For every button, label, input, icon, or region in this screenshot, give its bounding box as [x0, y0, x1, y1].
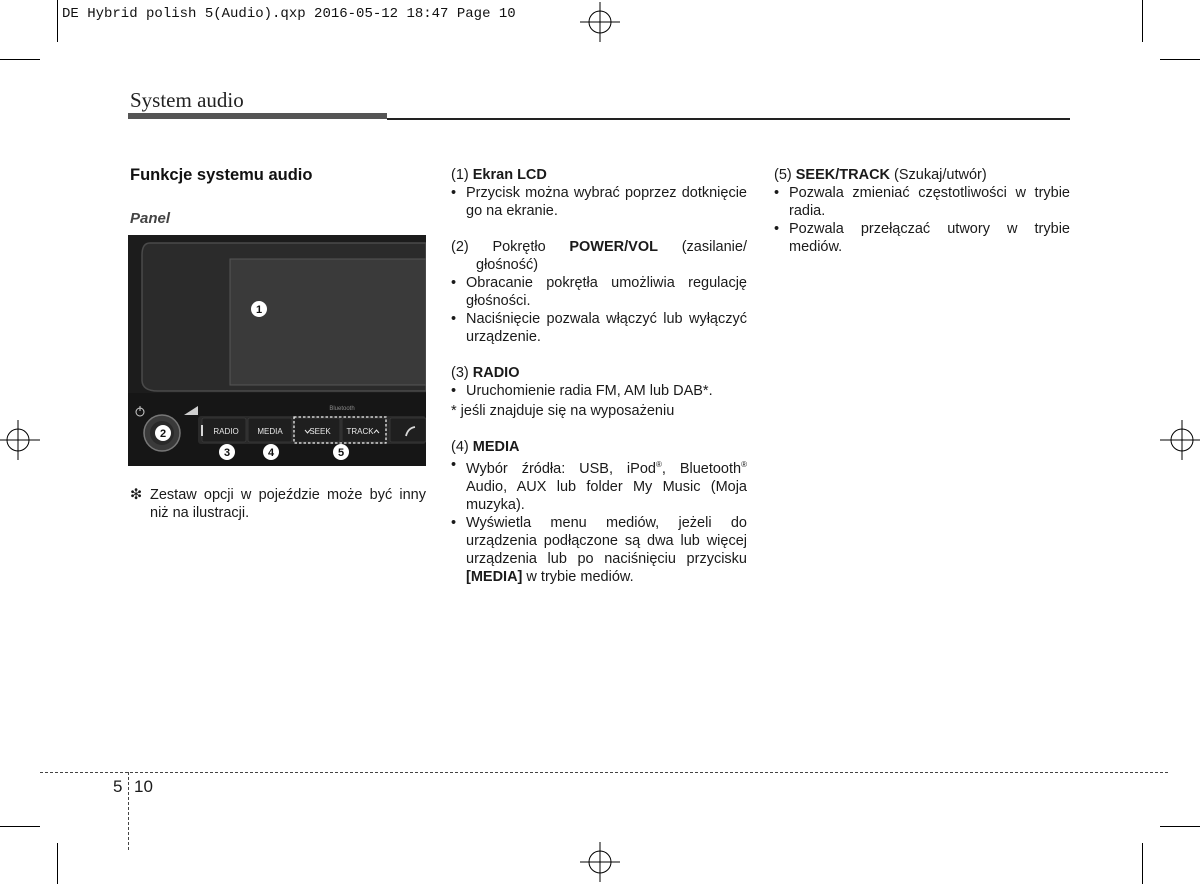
heading-power-vol: (2) Pokrętło POWER/VOL (zasilanie/	[451, 239, 747, 255]
note-asterism-icon: ❇	[130, 487, 143, 503]
footnote-equipment: * jeśli znajduje się na wyposażeniu	[451, 403, 675, 419]
bullet-lcd-1: • Przycisk można wybrać poprzez dotknięcie go na ekranie.	[451, 184, 747, 220]
bullet-seek-2: • Pozwala przełączać utwory w trybie mediów.	[774, 220, 1070, 256]
footer-dashed-divider	[128, 772, 129, 850]
bullet-seek-1: • Pozwala zmieniać częstotliwości w trybie radia.	[774, 184, 1070, 220]
chapter-number: 5	[113, 777, 123, 796]
header-rule-thin	[387, 118, 1070, 120]
track-button: TRACK	[346, 427, 374, 436]
header-rule-thick	[128, 113, 387, 119]
bluetooth-label: Bluetooth	[329, 406, 355, 412]
bullet-radio-1: • Uruchomienie radia FM, AM lub DAB*.	[451, 382, 747, 400]
note-text: Zestaw opcji w pojeździe może być inny niż na ilustracji.	[150, 487, 426, 521]
callout-2: 2	[159, 428, 167, 440]
bullet-power-1: • Obracanie pokrętła umożliwia regulację głośności.	[451, 274, 747, 310]
registration-mark-right	[1160, 420, 1200, 460]
seek-button: SEEK	[309, 427, 331, 436]
heading-media: (4) MEDIA	[451, 439, 520, 455]
column-middle	[451, 166, 747, 586]
figure-label: Panel	[130, 210, 171, 227]
callout-5: 5	[337, 447, 345, 459]
media-button: MEDIA	[257, 427, 283, 436]
heading-lcd: (1) Ekran LCD	[451, 167, 547, 183]
bullet-power-2: • Naciśnięcie pozwala włączyć lub wyłączyć urządzenie.	[451, 310, 747, 346]
registration-mark-left	[0, 420, 40, 460]
page-number: 10	[134, 777, 153, 796]
callout-1: 1	[255, 304, 263, 316]
bullet-media-2: • Wyświetla menu mediów, jeżeli do urządzenia podłączone są dwa lub więcej urządzenia lub po naciśnięciu przycisku [MEDIA] w trybie mediów.	[451, 514, 747, 586]
registration-mark-top	[580, 2, 620, 42]
bullet-media-1: • Wybór źródła: USB, iPod®, Bluetooth® Audio, AUX lub folder My Music (Moja muzyka).	[451, 456, 747, 514]
callout-3: 3	[223, 447, 231, 459]
heading-seek-track: (5) SEEK/TRACK (Szukaj/utwór)	[774, 167, 987, 183]
section-title: Funkcje systemu audio	[130, 166, 313, 184]
audio-panel-figure	[128, 235, 426, 466]
print-slug: DE Hybrid polish 5(Audio).qxp 2016-05-12 18:47 Page 10	[62, 6, 516, 22]
radio-button: RADIO	[213, 427, 239, 436]
footer-dashed-rule	[40, 772, 1168, 773]
illustration-note	[130, 486, 426, 522]
callout-4: 4	[267, 447, 275, 459]
running-header: System audio	[130, 88, 244, 112]
column-right	[774, 166, 1070, 256]
heading-power-vol-cont: głośność)	[476, 257, 539, 273]
heading-radio: (3) RADIO	[451, 365, 520, 381]
registration-mark-bottom	[580, 842, 620, 882]
